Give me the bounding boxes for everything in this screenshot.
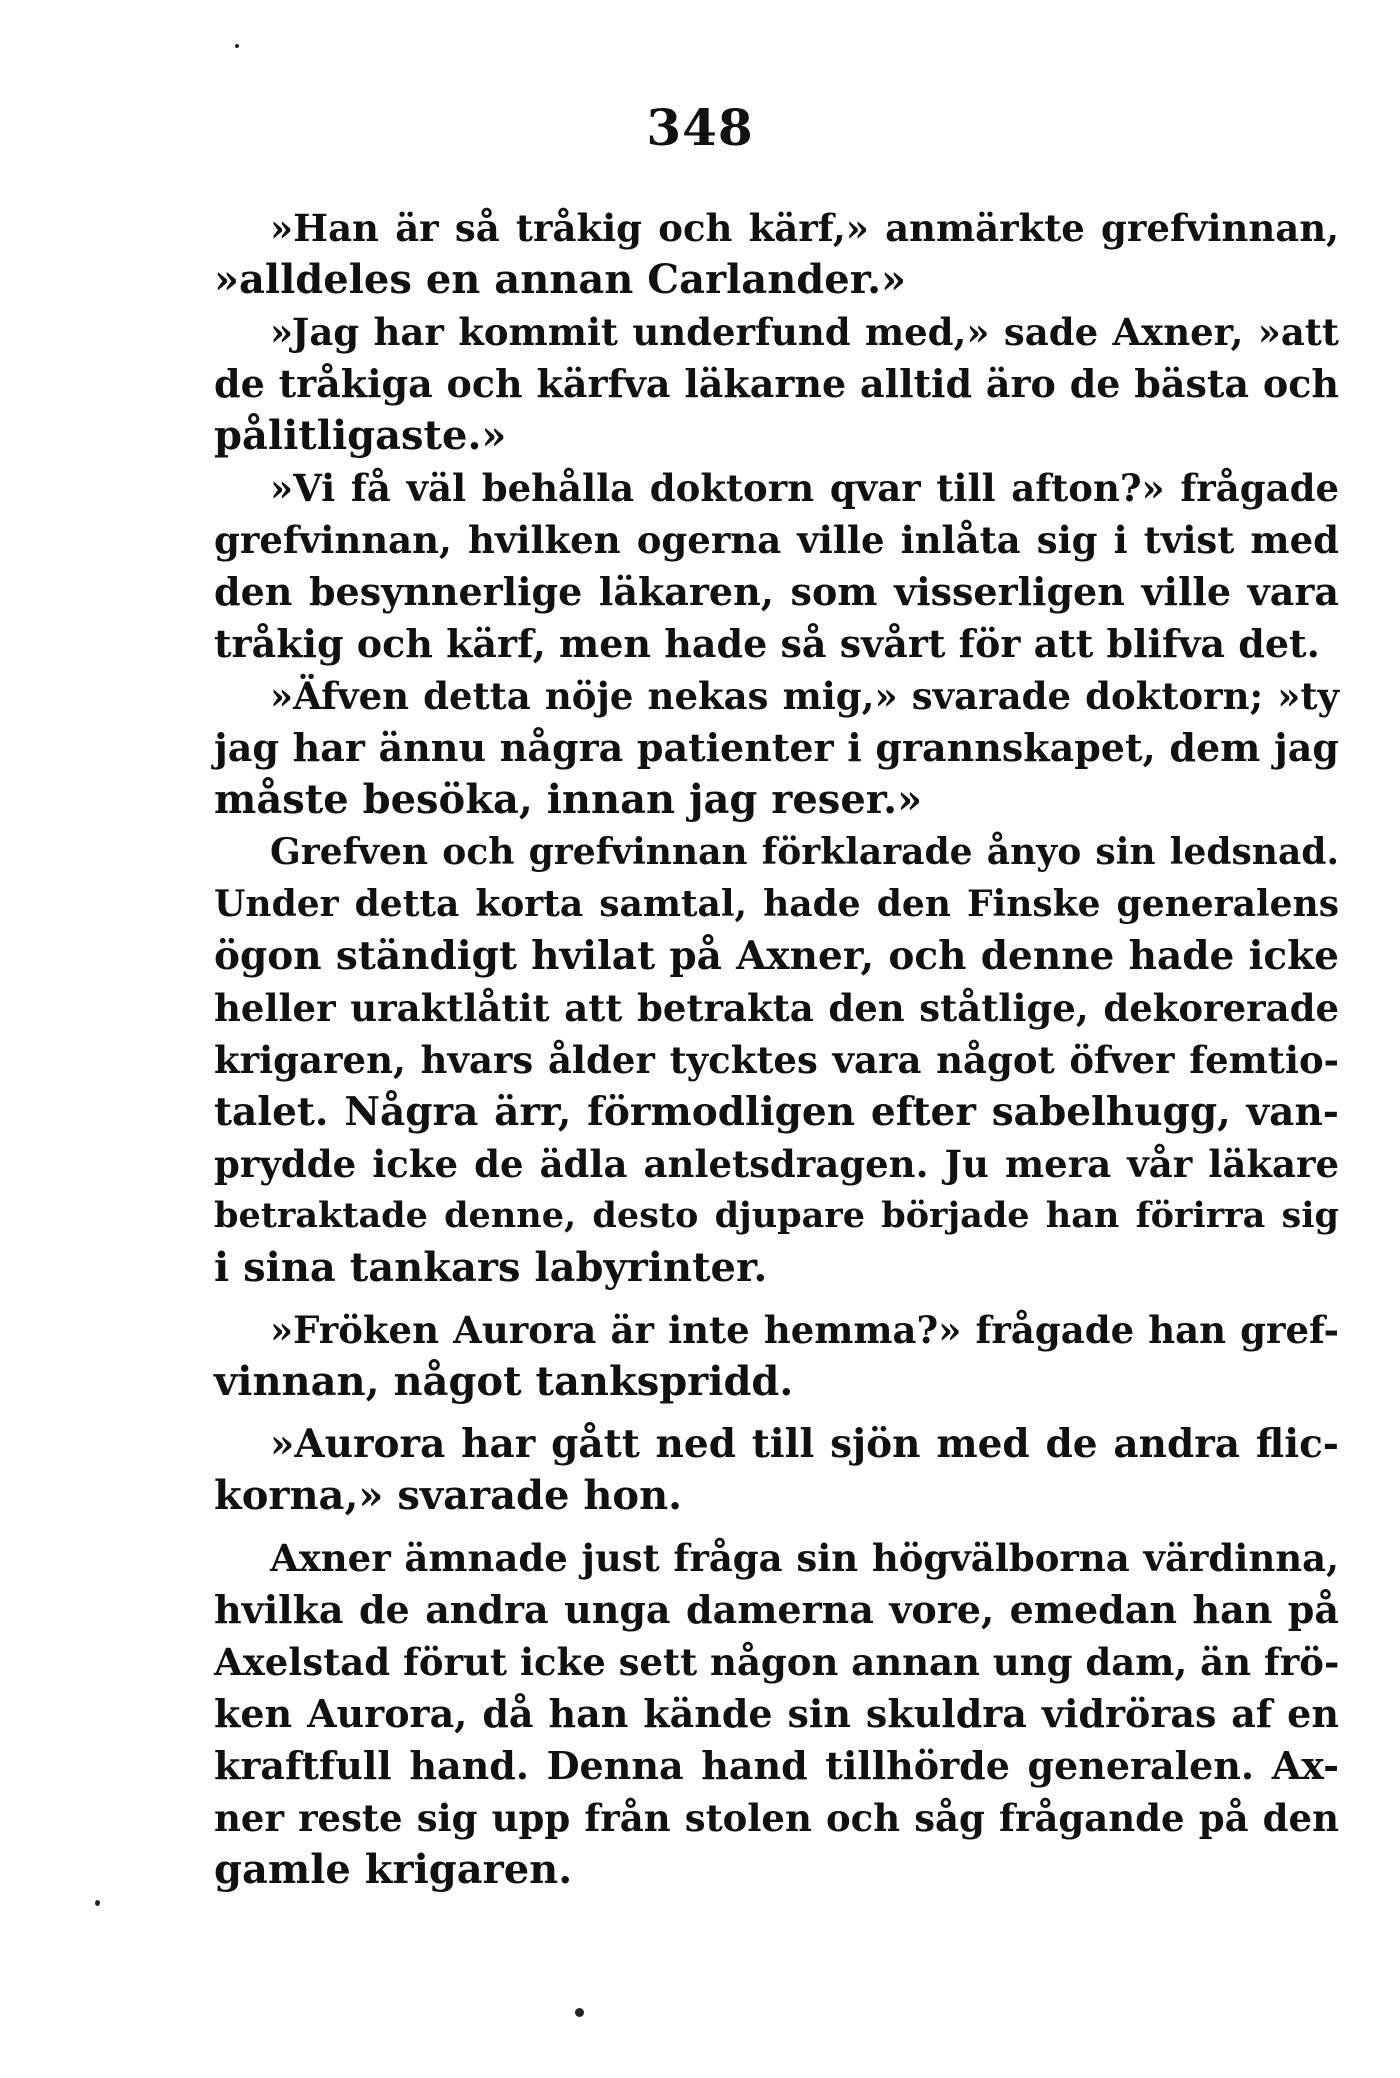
text-line: Axelstad förut icke sett någon annan ung dam, än frö- — [214, 1640, 1340, 1684]
text-line: »Vi få väl behålla doktorn qvar till afton?» frågade — [270, 466, 1339, 510]
text-line: »alldeles en annan Carlander.» — [214, 256, 907, 303]
text-line: i sina tankars labyrinter. — [214, 1244, 768, 1291]
text-line: gamle krigaren. — [214, 1846, 573, 1893]
text-line: krigaren, hvars ålder tycktes vara något öfver femtio- — [214, 1038, 1339, 1082]
text-line: »Han är så tråkig och kärf,» anmärkte grefvinnan, — [270, 206, 1339, 250]
text-line: grefvinnan, hvilken ogerna ville inlåta sig i tvist med — [214, 518, 1339, 562]
text-line: pålitligaste.» — [214, 412, 507, 459]
text-line: »Fröken Aurora är inte hemma?» frågade han gref- — [270, 1308, 1339, 1352]
text-line: »Jag har kommit underfund med,» sade Axner, »att — [270, 310, 1339, 354]
text-line: prydde icke de ädla anletsdragen. Ju mera vår läkare — [214, 1142, 1339, 1186]
body-text — [214, 202, 1339, 1896]
print-speck — [95, 1900, 100, 1906]
text-line: kraftfull hand. Denna hand tillhörde generalen. Ax- — [214, 1743, 1339, 1788]
text-line: tråkig och kärf, men hade så svårt för att blifva det. — [214, 621, 1320, 666]
text-line: ögon ständigt hvilat på Axner, och denne hade icke — [214, 933, 1339, 979]
text-line: de tråkiga och kärfva läkarne alltid äro de bästa och — [214, 361, 1339, 406]
print-speck — [575, 2008, 584, 2017]
text-line: »Äfven detta nöje nekas mig,» svarade doktorn; »ty — [270, 674, 1339, 718]
print-speck — [235, 44, 239, 48]
text-line: »Aurora har gått ned till sjön med de andra flic- — [270, 1421, 1339, 1467]
text-line: betraktade denne, desto djupare började han förirra sig — [214, 1195, 1339, 1236]
text-line: ner reste sig upp från stolen och såg frågande på den — [214, 1796, 1339, 1840]
text-line: Axner ämnade just fråga sin högvälborna värdinna, — [270, 1536, 1339, 1580]
text-line: den besynnerlige läkaren, som visserligen ville vara — [214, 569, 1339, 614]
text-line: måste besöka, innan jag reser.» — [214, 776, 923, 823]
text-line: vinnan, något tankspridd. — [214, 1358, 794, 1405]
text-line: ken Aurora, då han kände sin skuldra vidröras af en — [214, 1691, 1339, 1736]
text-line: Under detta korta samtal, hade den Finske generalens — [214, 883, 1339, 925]
text-line: jag har ännu några patienter i grannskapet, dem jag — [214, 725, 1339, 770]
text-line: hvilka de andra unga damerna vore, emedan han på — [214, 1587, 1339, 1632]
page-number: 348 — [646, 98, 754, 157]
text-line: Grefven och grefvinnan förklarade ånyo sin ledsnad. — [270, 831, 1339, 873]
text-line: talet. Några ärr, förmodligen efter sabelhugg, van- — [214, 1089, 1339, 1135]
text-line: korna,» svarade hon. — [214, 1472, 683, 1519]
text-line: heller uraktlåtit att betrakta den ståtlige, dekorerade — [214, 986, 1339, 1030]
